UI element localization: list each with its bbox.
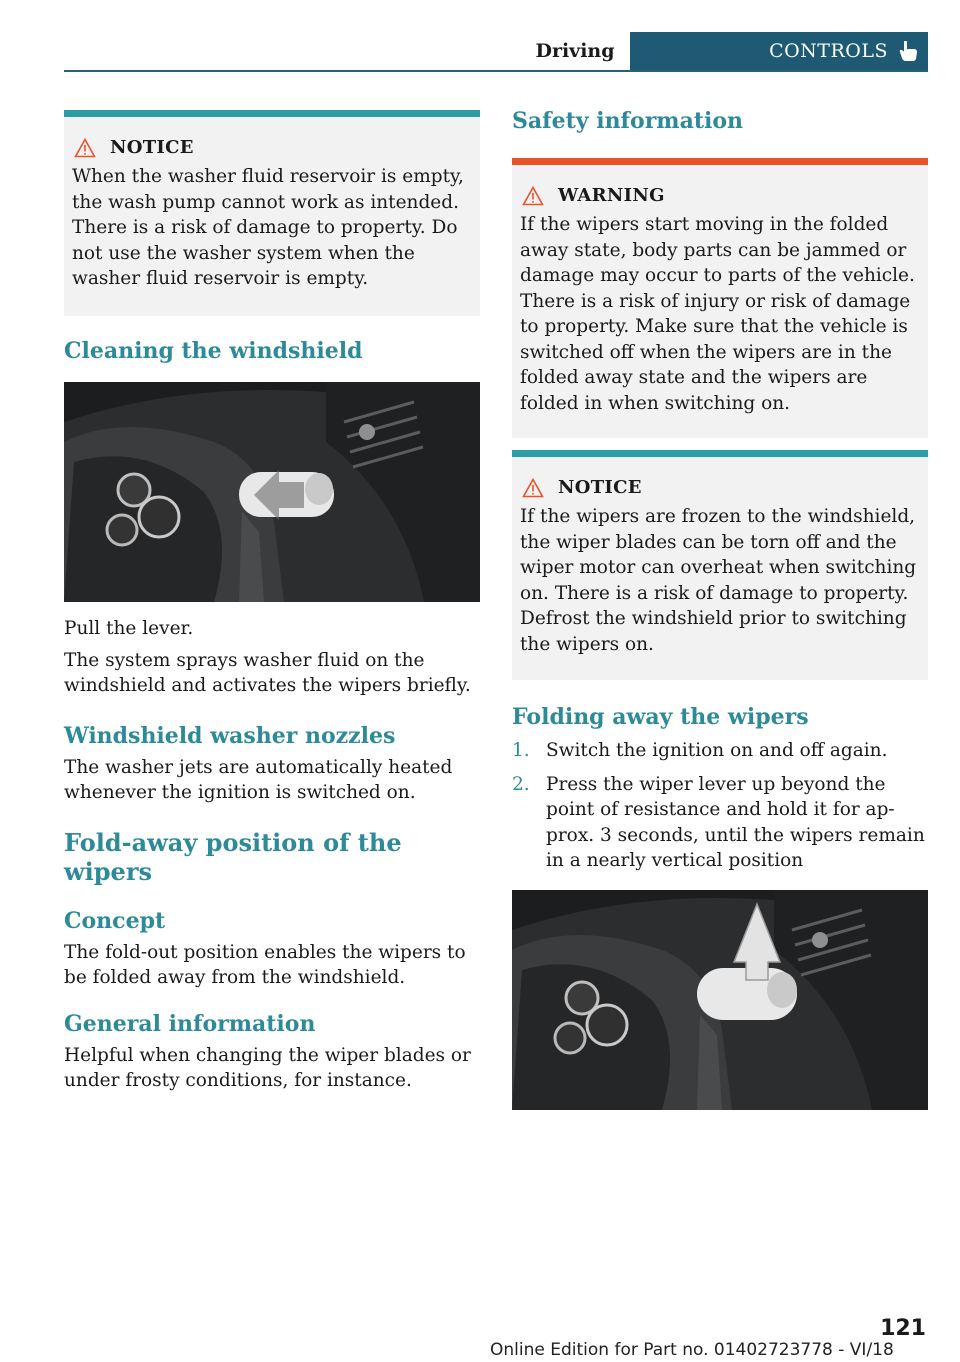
- step-text: Switch the ignition on and off again.: [546, 740, 888, 761]
- warning-triangle-icon: [522, 478, 544, 498]
- folding-heading: Folding away the wipers: [512, 704, 809, 730]
- step-number: 2.: [512, 773, 530, 795]
- footer-edition: Online Edition for Part no. 01402723778 - VI/18: [490, 1340, 894, 1360]
- warning-triangle-icon: [74, 138, 96, 158]
- notice-text: When the washer fluid reservoir is empty, the wash pump cannot work as intended. There is a risk of damage to property. Do not use the washer system when the washer fluid reservoir is empty.: [72, 166, 464, 289]
- page-number: 121: [880, 1316, 926, 1341]
- nozzles-heading: Windshield washer nozzles: [64, 722, 396, 749]
- header-section-label: Driving: [535, 40, 615, 62]
- header-chapter-tab: [630, 32, 928, 70]
- washer-lever-photo: [64, 382, 480, 602]
- pointing-hand-icon: [898, 40, 918, 62]
- notice-title-text: NOTICE: [110, 137, 194, 158]
- notice-right-text: If the wipers are frozen to the windshield, the wiper blades can be torn off and the wiper motor can overheat when switching on. There is a risk of damage to property. Defrost the windshield prior to switching the wipers on.: [520, 506, 917, 655]
- notice-box: [64, 110, 480, 316]
- header-chapter-label: CONTROLS: [769, 40, 888, 62]
- steering-wheel-lever-image: [64, 382, 480, 602]
- right-column: [512, 108, 928, 1110]
- general-heading: General information: [64, 1010, 316, 1037]
- general-text: Helpful when changing the wiper blades or under frosty conditions, for instance.: [64, 1044, 471, 1091]
- step-text: Press the wiper lever up beyond the point of resistance and hold it for ap-prox. 3 seconds, until the wipers remain in a nearly vertical position: [546, 773, 925, 871]
- cleaning-para-1: Pull the lever.: [64, 618, 194, 639]
- nozzles-text: The washer jets are automatically heated whenever the ignition is switched on.: [64, 756, 453, 803]
- steering-wheel-lever-up-image: [512, 890, 928, 1110]
- concept-heading: Concept: [64, 907, 166, 934]
- folding-steps: [512, 738, 928, 874]
- foldaway-heading: Fold-away position of the wipers: [64, 827, 402, 886]
- wiper-lever-up-photo: [512, 890, 928, 1110]
- warning-box: [512, 158, 928, 438]
- warning-triangle-icon: [522, 186, 544, 206]
- warning-title: [520, 185, 920, 206]
- safety-heading: Safety information: [512, 108, 744, 134]
- header-rule: [64, 70, 928, 72]
- step-number: 1.: [512, 740, 530, 761]
- warning-text: If the wipers start moving in the folded away state, body parts can be jammed or damage may occur to parts of the vehicle. There is a risk of injury or risk of damage to property. Make sure that the vehicle is switched off when the wipers are in the folded away state and the wipers are folded in when switching on.: [520, 214, 915, 414]
- notice-box-right: [512, 450, 928, 680]
- notice-right-title-text: NOTICE: [558, 477, 642, 498]
- cleaning-heading: Cleaning the windshield: [64, 338, 363, 364]
- step-item: [512, 772, 928, 874]
- warning-title-text: WARNING: [558, 185, 665, 206]
- notice-right-title: [520, 477, 920, 498]
- left-column: [64, 110, 480, 1094]
- concept-text: The fold-out position enables the wipers to be folded away from the windshield.: [64, 941, 466, 988]
- step-item: [512, 738, 928, 764]
- cleaning-para-2: The system sprays washer fluid on the windshield and activates the wipers briefly.: [64, 649, 471, 696]
- notice-title: [72, 137, 472, 158]
